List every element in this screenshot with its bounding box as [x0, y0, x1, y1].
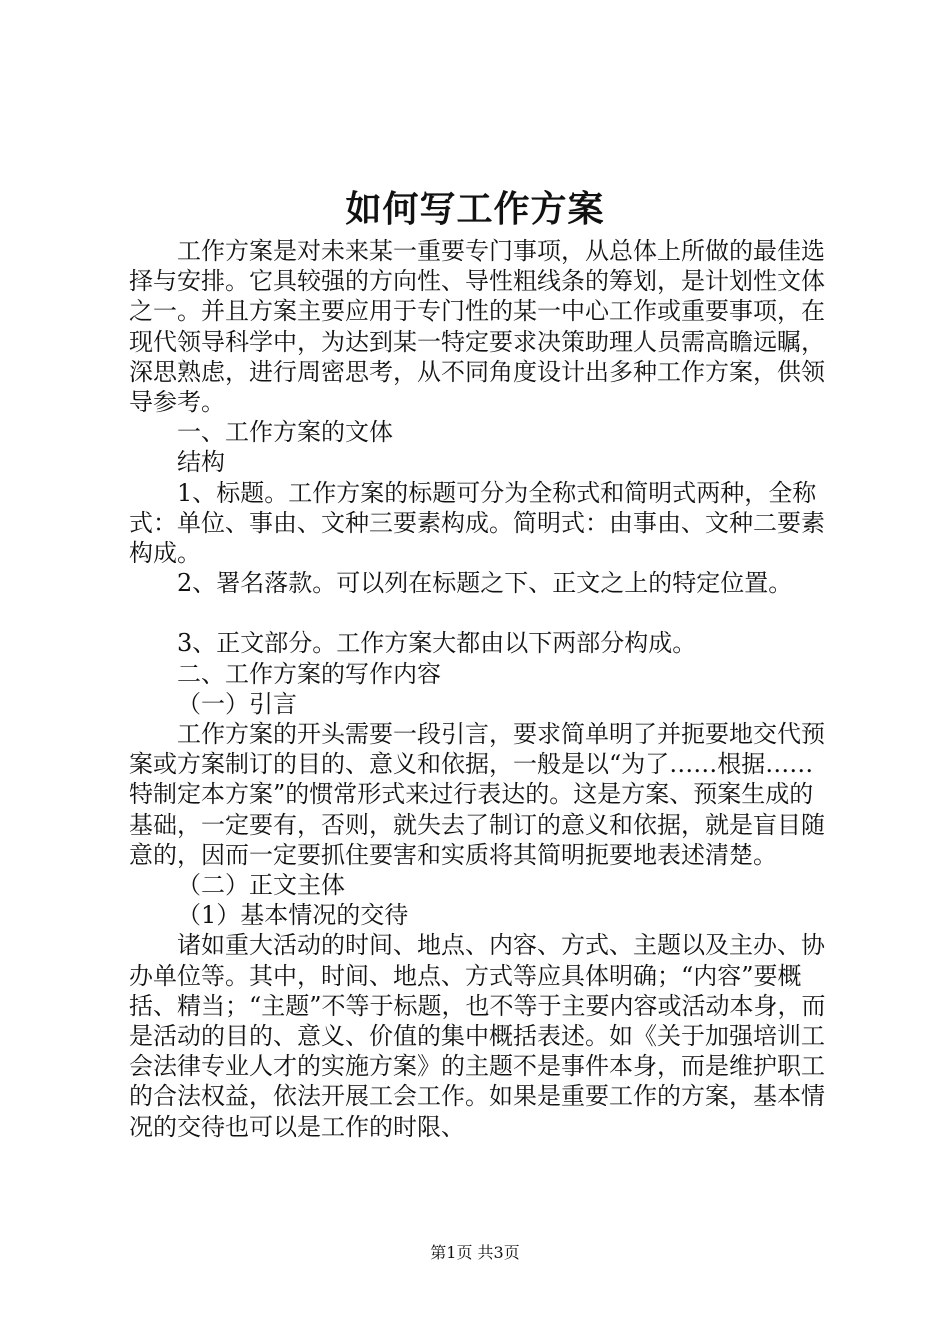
page-footer: 第1页 共3页: [430, 1243, 520, 1262]
section-heading-1: 一、工作方案的文体: [177, 418, 393, 447]
section-heading-2: 二、工作方案的写作内容: [177, 659, 441, 688]
document-title: 如何写工作方案: [345, 188, 605, 230]
document-body: [129, 236, 829, 1142]
paragraph-basic-info: 诸如重大活动的时间、地点、内容、方式、主题以及主办、协办单位等。其中，时间、地点、方式等应具体明确；“内容”要概括、精当；“主题”不等于标题，也不等于主要内容或活动本身，而是活动的目的、意义、价值的集中概括表述。如《关于加强培训工会法律专业人才的实施方案》的主题不是事件本身，而是维护职工的合法权益，依法开展工会工作。如果是重要工作的方案，基本情况的交待也可以是工作的时限、: [129, 931, 826, 1141]
paragraph-signature-item: 2、署名落款。可以列在标题之下、正文之上的特定位置。: [177, 569, 793, 598]
subheading-structure: 结构: [177, 448, 225, 477]
paragraph-title-item: 1、标题。工作方案的标题可分为全称式和简明式两种，全称式：单位、事由、文种三要素构成。简明式：由事由、文种二要素构成。: [129, 478, 825, 568]
subheading-main-body: （二）正文主体: [177, 871, 345, 900]
paragraph-body-item: 3、正文部分。工作方案大都由以下两部分构成。: [177, 629, 697, 658]
subheading-preface: （一）引言: [177, 689, 297, 718]
intro-paragraph: 工作方案是对未来某一重要专门事项，从总体上所做的最佳选择与安排。它具较强的方向性、导性粗线条的筹划，是计划性文体之一。并且方案主要应用于专门性的某一中心工作或重要事项，在现代领导科学中，为达到某一特定要求决策助理人员需高瞻远瞩，深思熟虑，进行周密思考，从不同角度设计出多种工作方案，供领导参考。: [129, 237, 825, 417]
subheading-basic-info: （1）基本情况的交待: [177, 901, 409, 930]
paragraph-preface: 工作方案的开头需要一段引言，要求简单明了并扼要地交代预案或方案制订的目的、意义和依据，一般是以“为了……根据……特制定本方案”的惯常形式来过行表达的。这是方案、预案生成的基础，一定要有，否则，就失去了制订的意义和依据，就是盲目随意的，因而一定要抓住要害和实质将其简明扼要地表述清楚。: [129, 720, 825, 869]
